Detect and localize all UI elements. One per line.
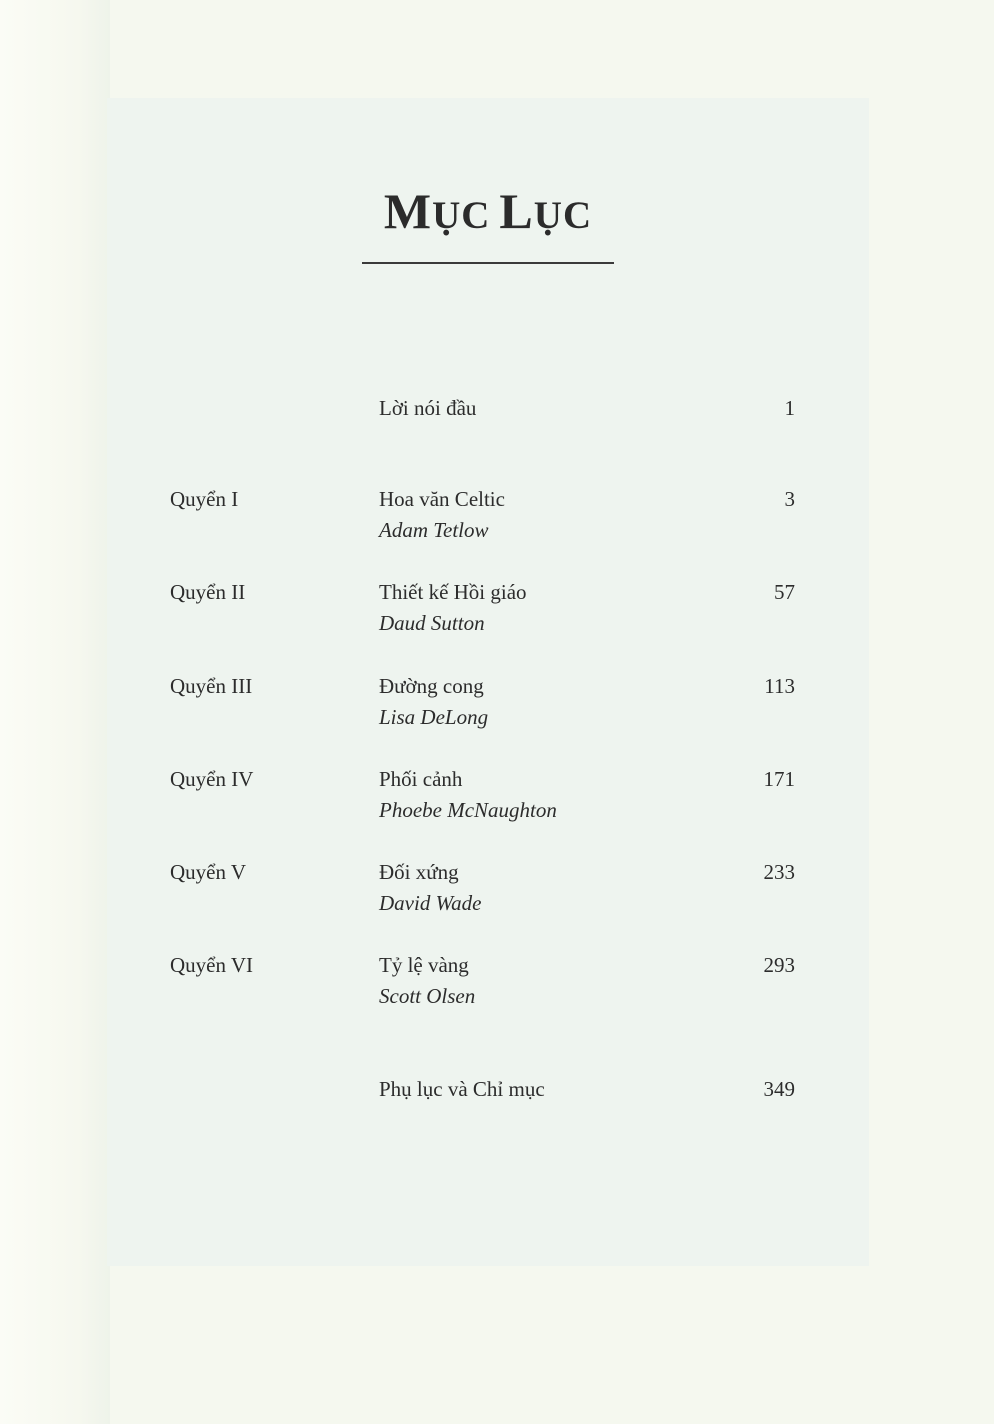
chapter-title: Đường cong	[379, 674, 484, 698]
volume-label: Quyển III	[170, 674, 253, 698]
chapter-title: Hoa văn Celtic	[379, 487, 505, 511]
page-number: 1	[784, 396, 795, 420]
page-number: 233	[763, 860, 795, 884]
page-number: 349	[763, 1077, 795, 1101]
chapter-title: Phối cảnh	[379, 767, 463, 791]
volume-label: Quyển V	[170, 860, 247, 884]
page-number: 293	[763, 953, 795, 977]
volume-label: Quyển II	[170, 580, 246, 604]
chapter-author: Phoebe McNaughton	[379, 798, 557, 822]
page-number: 57	[774, 580, 795, 604]
chapter-title: Tỷ lệ vàng	[379, 953, 469, 977]
page-number: 171	[763, 767, 795, 791]
show-through-text	[55, 270, 115, 1030]
chapter-title: Thiết kế Hồi giáo	[379, 580, 527, 604]
chapter-author: Lisa DeLong	[379, 705, 489, 729]
chapter-title: Đối xứng	[379, 860, 459, 884]
volume-label: Quyển IV	[170, 767, 254, 791]
page-title: MỤC LỤC	[383, 183, 593, 239]
page-number: 3	[784, 487, 795, 511]
chapter-author: David Wade	[379, 891, 482, 915]
chapter-author: Adam Tetlow	[379, 518, 489, 542]
chapter-author: Daud Sutton	[379, 611, 485, 635]
page-number: 113	[764, 674, 795, 698]
volume-label: Quyển I	[170, 487, 239, 511]
volume-label: Quyển VI	[170, 953, 254, 977]
chapter-author: Scott Olsen	[379, 984, 476, 1008]
title-rule	[362, 262, 614, 264]
chapter-title: Lời nói đầu	[379, 396, 477, 420]
chapter-title: Phụ lục và Chỉ mục	[379, 1077, 545, 1101]
